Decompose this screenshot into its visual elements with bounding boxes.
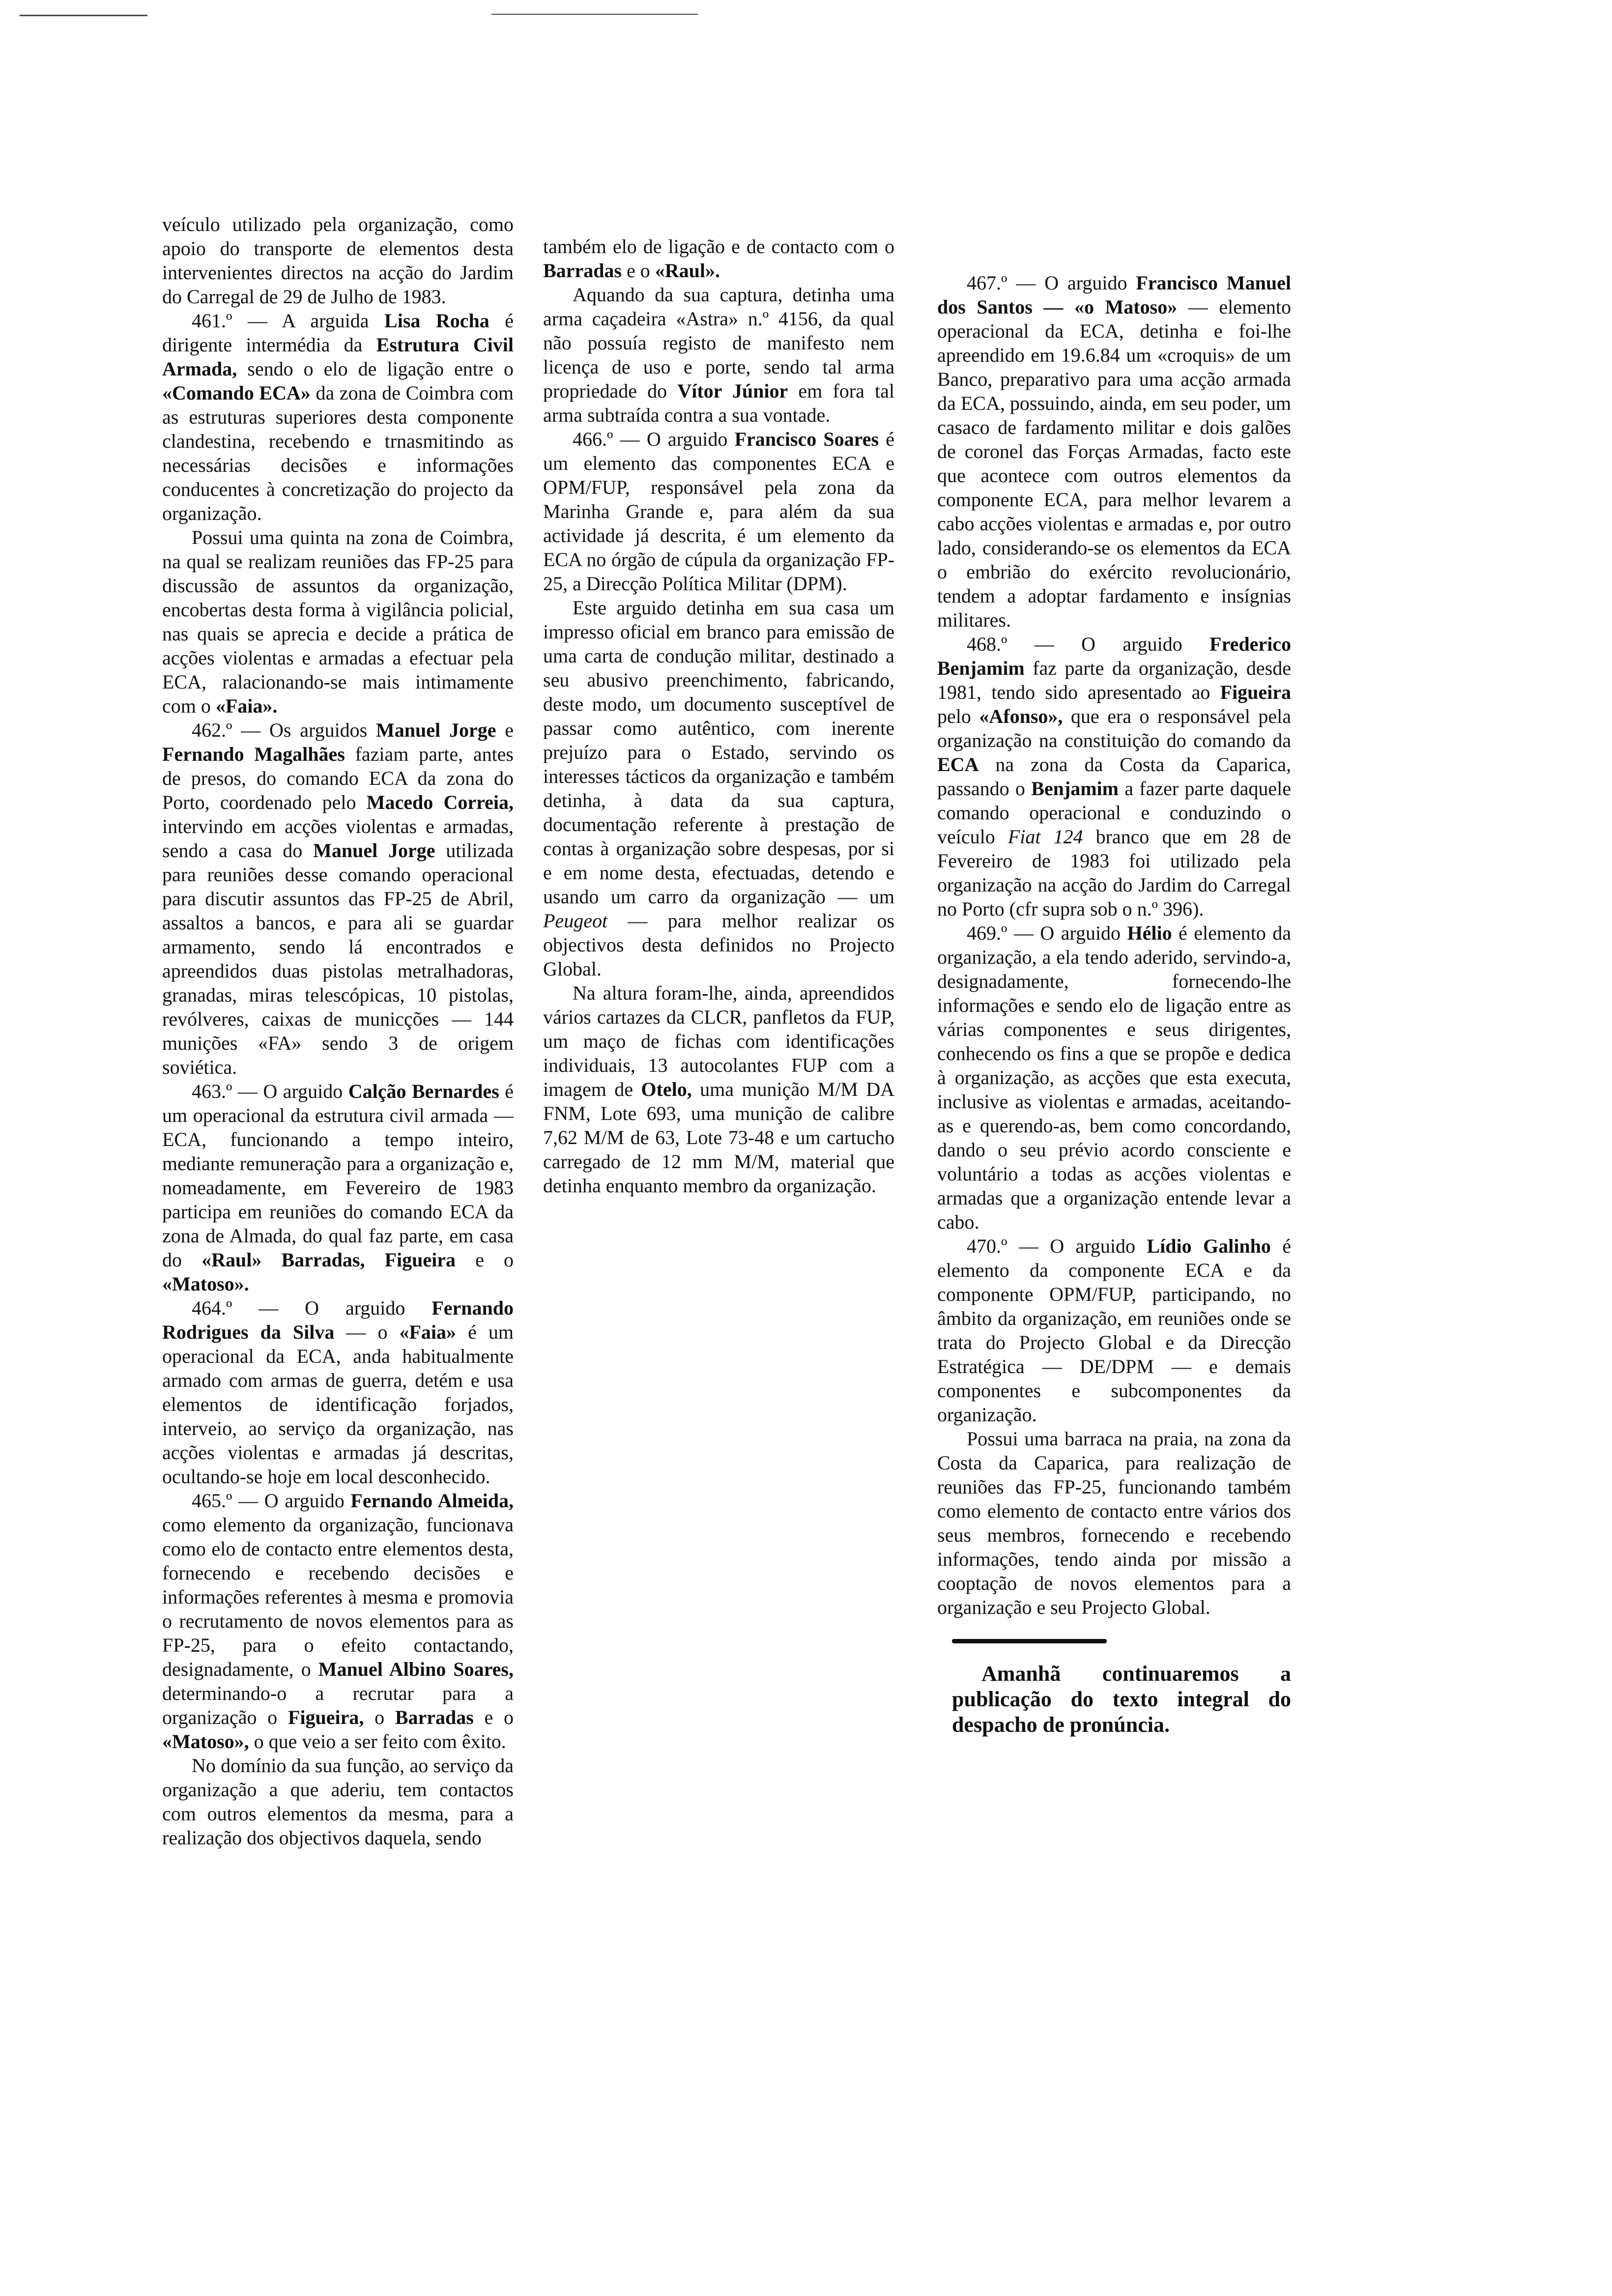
bold-text: Lisa Rocha xyxy=(384,310,489,332)
text-run: faziam parte, antes de presos, do comando ECA da zona do Porto, coordenado pelo xyxy=(162,743,514,813)
paragraph xyxy=(543,427,894,596)
bold-text: «Matoso». xyxy=(162,1273,249,1295)
paragraph xyxy=(937,632,1291,921)
bold-text: Manuel Jorge xyxy=(376,719,496,741)
paragraph xyxy=(543,596,894,981)
bold-text: Fernando Rodrigues da Silva xyxy=(162,1297,514,1343)
text-run: sendo o elo de ligação entre o xyxy=(237,358,514,380)
text-run: determinando-o a recrutar para a organização o xyxy=(162,1682,514,1728)
text-run: 469.º — O arguido xyxy=(967,922,1127,944)
scan-artifact xyxy=(20,15,147,16)
paragraph xyxy=(543,234,894,283)
paragraph xyxy=(162,1296,514,1489)
text-run: também elo de ligação e de contacto com o xyxy=(543,235,894,258)
text-run: e xyxy=(496,719,514,741)
text-run: o xyxy=(364,1706,395,1728)
bold-text: «Faia». xyxy=(215,695,278,717)
bold-text: Francisco Soares xyxy=(734,428,879,450)
text-run: — elemento operacional da ECA, detinha e foi-lhe apreendido em 19.6.84 um «croquis» de um Banco, preparativo para uma acção armada da ECA, possuindo, ainda, em seu poder, um casaco de fardamento militar e dois galões de coronel das Forças Armadas, facto este que acontece com outros elementos da componente ECA, para melhor levarem a cabo acções violentas e armadas e, por outro lado, considerando-se os elementos da ECA o embrião do exército revolucionário, tendem a adoptar fardamento e insígnias militares. xyxy=(937,296,1291,631)
article-column-left xyxy=(162,212,514,1850)
text-run: intervindo em acções violentas e armadas, sendo a casa do xyxy=(162,815,514,861)
text-run: 467.º — O arguido xyxy=(967,272,1136,294)
text-run: e o xyxy=(622,259,655,282)
bold-text: Macedo Correia, xyxy=(366,791,514,813)
text-run: branco que em 28 de Fevereiro de 1983 foi utilizado pela organização na acção do Jardim do Carregal no Porto (cfr supra sob o n.º 396). xyxy=(937,826,1291,920)
bold-text: «Raul». xyxy=(655,259,720,282)
italic-text: Peugeot xyxy=(543,910,608,932)
paragraph xyxy=(543,981,894,1198)
bold-text: «Matoso», xyxy=(162,1730,249,1752)
text-run: é elemento da organização, a ela tendo aderido, servindo-a, designadamente, fornecendo-lhe informações e sendo elo de ligação entre as várias componentes e seus dirigentes, conhecendo os fins a que se propõe e dedica à organização, as acções que esta executa, inclusive as violentas e armadas, aceitando-as e querendo-as, bem como concordando, dando o seu prévio acordo consciente e voluntário a todas as acções violentas e armadas que a organização entende levar a cabo. xyxy=(937,922,1292,1233)
text-run: é elemento da componente ECA e da componente OPM/FUP, participando, no âmbito da organização, em reuniões onde se trata do Projecto Global e da Direcção Estratégica — DE/DPM — e demais componentes e subcomponentes da organização. xyxy=(937,1235,1291,1426)
bold-text: Figueira, xyxy=(288,1706,364,1728)
paragraph xyxy=(162,1079,514,1296)
bold-text: Barradas xyxy=(395,1706,474,1728)
text-run: 462.º — Os arguidos xyxy=(192,719,376,741)
text-run: a fazer parte daquele comando operacional e conduzindo o veículo xyxy=(937,777,1291,848)
text-run: é um operacional da estrutura civil armada — ECA, funcionando a tempo inteiro, mediante remuneração para a organização e, nomeadamente, em Fevereiro de 1983 participa em reuniões do comando ECA da zona de Almada, do qual faz parte, em casa do xyxy=(162,1080,514,1271)
paragraph xyxy=(937,1234,1291,1427)
text-run: 461.º — A arguida xyxy=(192,310,385,332)
text-run: é um operacional da ECA, anda habitualmente armado com armas de guerra, detém e usa elementos de identificação forjados, interveio, ao serviço da organização, nas acções violentas e armadas já descritas, ocultando-se hoje em local desconhecido. xyxy=(162,1321,514,1488)
right-column-wrapper xyxy=(937,271,1291,1738)
paragraph xyxy=(162,309,514,525)
text-run: 468.º — O arguido xyxy=(967,633,1210,655)
bold-text: Benjamim xyxy=(1031,777,1119,800)
paragraph xyxy=(937,921,1291,1234)
text-run: 465.º — O arguido xyxy=(192,1490,351,1512)
text-run: Possui uma quinta na zona de Coimbra, na qual se realizam reuniões das FP-25 para discussão de assuntos da organização, encobertas desta forma à vigilância policial, nas quais se aprecia e decide a prática de acções violentas e armadas a efectuar pela ECA, ralacionando-se mais intimamente com o xyxy=(162,526,514,717)
bold-text: Vítor Júnior xyxy=(677,380,788,402)
bold-text: «Raul» Barradas, xyxy=(202,1249,365,1271)
article-column-middle xyxy=(543,234,894,1198)
text-run: Aquando da sua captura, detinha uma arma caçadeira «Astra» n.º 4156, da qual não possuía registo de manifesto nem licença de uso e porte, sendo tal arma propriedade do xyxy=(543,284,894,402)
bold-text: ECA xyxy=(937,753,979,775)
text-run: que era o responsável pela organização na constituição do comando da xyxy=(937,705,1292,751)
text-run: da zona de Coimbra com as estruturas superiores desta componente clandestina, recebendo e trnasmitindo as necessárias decisões e informações conducentes à concretização do projecto da organização. xyxy=(162,382,514,524)
text-run: 466.º — O arguido xyxy=(573,428,735,450)
bold-text: Hélio xyxy=(1127,922,1172,944)
text-run: faz parte da organização, desde 1981, tendo sido apresentado ao xyxy=(937,657,1291,703)
text-run: na zona da Costa da Caparica, passando o xyxy=(937,753,1291,800)
paragraph xyxy=(162,212,514,309)
text-run: é dirigente intermédia da xyxy=(162,310,514,356)
paragraph xyxy=(162,525,514,718)
text-run: veículo utilizado pela organização, como apoio do transporte de elementos desta intervenientes directos na acção do Jardim do Carregal de 29 de Julho de 1983. xyxy=(162,213,514,308)
text-run: em fora tal arma subtraída contra a sua vontade. xyxy=(543,380,895,426)
scan-artifact xyxy=(491,14,698,15)
paragraph xyxy=(162,1753,514,1850)
text-run: Possui uma barraca na praia, na zona da Costa da Caparica, para realização de reuniões das FP-25, funcionando também como elemento de contacto entre vários dos seus membros, fornecendo e recebendo informações, tendo ainda por missão a cooptação de novos elementos para a organização e seu Projecto Global. xyxy=(937,1428,1291,1618)
text-run: No domínio da sua função, ao serviço da organização a que aderiu, tem contactos com outros elementos da mesma, para a realização dos objectivos daquela, sendo xyxy=(162,1754,514,1849)
bold-text: Manuel Albino Soares, xyxy=(318,1658,514,1680)
text-run: utilizada para reuniões desse comando operacional para discutir assuntos das FP-25 de Abril, assaltos a bancos, e para ali se guardar armamento, sendo lá encontrados e apreendidos duas pistolas metralhadoras, granadas, miras telescópicas, 10 pistolas, revólveres, caixas de municções — 144 munições «FA» sendo 3 de origem soviética. xyxy=(162,839,514,1078)
text-run: é um elemento das componentes ECA e OPM/FUP, responsável pela zona da Marinha Grande e, para além da sua actividade já descrita, é um elemento da ECA no órgão de cúpula da organização FP-25, a Direcção Política Militar (DPM). xyxy=(543,428,894,595)
bold-text: «Faia» xyxy=(399,1321,457,1343)
bold-text: Manuel Jorge xyxy=(313,839,435,861)
italic-text: Fiat 124 xyxy=(1008,826,1083,848)
text-run: uma munição M/M DA FNM, Lote 693, uma munição de calibre 7,62 M/M de 63, Lote 73-48 e um cartucho carregado de 12 mm M/M, material que detinha enquanto membro da organização. xyxy=(543,1078,894,1197)
bold-text: Lídio Galinho xyxy=(1147,1235,1271,1257)
text-run: o que veio a ser feito com êxito. xyxy=(249,1730,506,1752)
paragraph xyxy=(162,718,514,1079)
bold-text: Figueira xyxy=(384,1249,456,1271)
paragraph xyxy=(543,283,894,427)
closing-note: Amanhã continuaremos a publicação do texto integral do despacho de pronúncia. xyxy=(952,1662,1291,1737)
paragraph xyxy=(162,1489,514,1753)
bold-text: Fernando Magalhães xyxy=(162,743,345,765)
text-run: — para melhor realizar os objectivos desta definidos no Projecto Global. xyxy=(543,910,894,980)
paragraph xyxy=(937,271,1291,632)
bold-text: Otelo, xyxy=(641,1078,692,1100)
bold-text: «Comando ECA» xyxy=(162,382,311,404)
text-run: pelo xyxy=(937,705,979,727)
text-run: Na altura foram-lhe, ainda, apreendidos vários cartazes da CLCR, panfletos da FUP, um maço de fichas com identificações individuais, 13 autocolantes FUP com a imagem de xyxy=(543,982,894,1100)
text-run: e o xyxy=(473,1706,514,1728)
text-run xyxy=(365,1249,384,1271)
article-column-right xyxy=(937,271,1291,1619)
bold-text: Calção Bernardes xyxy=(348,1080,499,1102)
bold-text: Francisco Manuel dos Santos — «o Matoso» xyxy=(937,272,1291,318)
bold-text: Barradas xyxy=(543,259,622,282)
bold-text: Fernando Almeida, xyxy=(350,1490,514,1512)
bold-text: Figueira xyxy=(1220,681,1291,703)
section-divider xyxy=(952,1639,1107,1643)
bold-text: «Afonso», xyxy=(979,705,1063,727)
bold-text: Frederico Benjamim xyxy=(937,633,1291,679)
text-run: e o xyxy=(456,1249,514,1271)
paragraph xyxy=(937,1427,1291,1619)
text-run: — o xyxy=(334,1321,400,1343)
text-run: 470.º — O arguido xyxy=(967,1235,1147,1257)
text-run: como elemento da organização, funcionava como elo de contacto entre elementos desta, fornecendo e recebendo decisões e informações referentes à mesma e promovia o recrutamento de novos elementos para as FP-25, para o efeito contactando, designadamente, o xyxy=(162,1514,514,1680)
bold-text: Estrutura Civil Armada, xyxy=(162,334,514,380)
text-run: 464.º — O arguido xyxy=(192,1297,432,1319)
text-run: Este arguido detinha em sua casa um impresso oficial em branco para emissão de uma carta de condução militar, destinado a seu abusivo preenchimento, fabricando, deste modo, um documento susceptível de passar como autêntico, com inerente prejuízo para o Estado, servindo os interesses tácticos da organização e também detinha, à data da sua captura, documentação referente à prestação de contas à organização sobre despesas, por si e em nome desta, efectuadas, detendo e usando um carro da organização — um xyxy=(543,597,894,908)
text-run: 463.º — O arguido xyxy=(192,1080,348,1102)
